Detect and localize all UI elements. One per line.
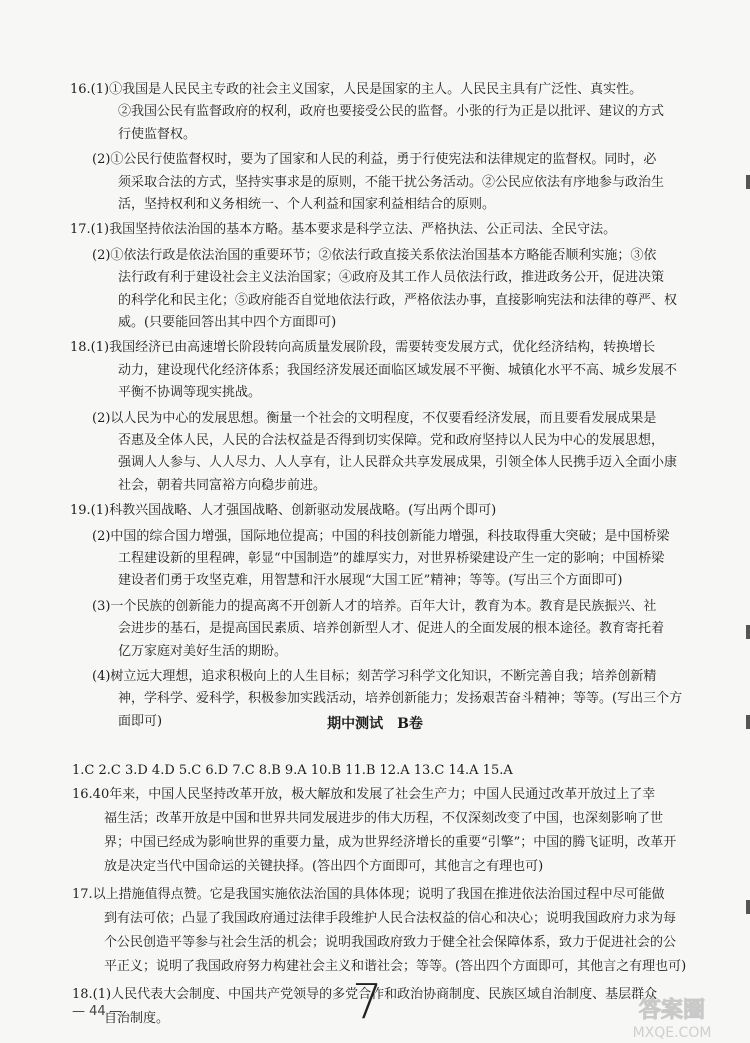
answer-b17-line-1: 17.以上措施值得点赞。它是我国实施依法治国的具体体现；说明了我国在推进依法治国过程中尽可能做 [72,887,665,902]
answer-b16-line-1: 16.40年来，中国人民坚持改革开放，极大解放和发展了社会生产力；中国人民通过改革开放过上了幸 [72,787,656,802]
answer-line: 18.(1)我国经济已由高速增长阶段转向高质量发展阶段，需要转变发展方式，优化经济结构，转换增长 [70,340,656,356]
page-number: — 44 — [72,1004,123,1019]
answer-b18-1-line-2: 自治制度。 [104,1011,170,1026]
answer-line: 威。(只要能回答出其中四个方面即可) [118,315,337,330]
answer-b17-line-4: 平正义；说明了我国政府努力构建社会主义和谐社会；等等。(答出四个方面即可，其他言之有理也可) [104,959,687,974]
answer-line: 活，坚持权利和义务相统一、个人利益和国家利益相结合的原则。 [118,197,496,212]
handwritten-mark: 7 [352,974,383,1030]
answer-line: (4)树立远大理想，追求积极向上的人生目标；刻苦学习科学文化知识，不断完善自我；培养创新精 [92,669,657,684]
answer-line: (2)以人民为中心的发展思想。衡量一个社会的文明程度，不仅要看经济发展，而且要看发展成果是 [92,410,657,426]
answer-b17-line-2: 到有法可依；凸显了我国政府通过法律手段维护人民合法权益的信心和决心；说明我国政府力求为每 [104,911,677,926]
answer-line: 17.(1)我国坚持依法治国的基本方略。基本要求是科学立法、严格执法、公正司法、全民守法。 [70,222,617,238]
answer-line: 强调人人参与、人人尽力、人人享有，让人民群众共享发展成果，引领全体人民携手迈入全面小康 [118,455,678,471]
answer-line: (2)中国的综合国力增强，国际地位提高；中国的科技创新能力增强，科技取得重大突破；是中国桥梁 [92,528,670,544]
watermark-logo [602,991,742,1041]
answer-line: 行使监督权。 [118,126,197,142]
answer-line: 社会，朝着共同富裕方向稳步前进。 [118,477,327,493]
answer-line: 建设者们勇于攻坚克难，用智慧和汗水展现“大国工匠”精神；等等。(写出三个方面即可) [118,573,623,589]
answer-line: 亿万家庭对美好生活的期盼。 [118,643,288,659]
answer-line: 19.(1)科教兴国战略、人才强国战略、创新驱动发展战略。(写出两个即可) [70,503,497,519]
answer-line: 动力，建设现代化经济体系；我国经济发展还面临区域发展不平衡、城镇化水平不高、城乡发展不 [118,362,678,378]
answer-line: 否惠及全体人民，人民的合法权益是否得到切实保障。党和政府坚持以人民为中心的发展思想， [118,433,665,448]
edge-mark [746,175,750,189]
answer-line: 会进步的基石，是提高国民素质、培养创新型人才、促进人的全面发展的根本途径。教育寄托着 [118,621,665,637]
section-title: 期中测试 B卷 [327,716,423,732]
answer-line: ②我国公民有监督政府的权利，政府也要接受公民的监督。小张的行为正是以批评、建议的方式 [118,104,665,120]
answer-line: 神，学科学、爱科学，积极参加实践活动，培养创新能力；发扬艰苦奋斗精神；等等。(写出三个方 [118,691,683,707]
answer-b16-line-2: 福生活；改革开放是中国和世界共同发展进步的伟大历程，不仅深刻改变了中国，也深刻影响了世 [104,811,664,826]
answer-b17-line-3: 个公民创造平等参与社会生活的机会；说明我国政府致力于健全社会保障体系，致力于促进社会的公 [104,935,677,950]
answer-line: 法行政有利于建设社会主义法治国家；④政府及其工作人员依法行政，推进政务公开，促进决策 [118,270,665,286]
edge-mark [746,900,750,914]
edge-mark [746,625,750,639]
multiple-choice-answers: 1.C 2.C 3.D 4.D 5.C 6.D 7.C 8.B 9.A 10.B 11.B 12.A 13.C 14.A 15.A [72,763,513,778]
answer-b16-line-3: 界；中国已经成为影响世界的重要力量，成为世界经济增长的重要“引擎”；中国的腾飞证明，改革开 [104,835,677,850]
answer-line: (3)一个民族的创新能力的提高离不开创新人才的培养。百年大计，教育为本。教育是民族振兴、社 [92,598,657,614]
answer-b16-line-4: 放是决定当代中国命运的关键抉择。(答出四个方面即可，其他言之有理也可) [104,859,544,874]
answer-line: 工程建设新的里程碑，彰显“中国制造”的雄厚实力，对世界桥梁建设产生一定的影响；中国桥梁 [118,551,665,566]
svg-text:答案圈: 答案圈 [638,998,706,1023]
answer-line: 16.(1)①我国是人民民主专政的社会主义国家，人民是国家的主人。人民民主具有广泛性、真实性。 [70,82,643,97]
answer-line: 平衡不协调等现实挑战。 [118,385,262,401]
answer-line: 须采取合法的方式，坚持实事求是的原则，不能干扰公务活动。②公民应依法有序地参与政治生 [118,174,665,190]
answer-line: (2)①公民行使监督权时，要为了国家和人民的利益，勇于行使宪法和法律规定的监督权。同时，必 [92,152,657,168]
edge-mark [746,715,750,729]
answer-line: 面即可) [118,713,163,729]
answer-b18-1-line-1: 18.(1)人民代表大会制度、中国共产党领导的多党合作和政治协商制度、民族区域自治制度、基层群众 [72,987,658,1002]
answer-line: 的科学化和民主化；⑤政府能否自觉地依法行政，严格依法办事，直接影响宪法和法律的尊严、权 [118,292,678,308]
svg-text:MXQE.COM: MXQE.COM [632,1025,712,1041]
answer-line: (2)①依法行政是依法治国的重要环节；②依法行政直接关系依法治国基本方略能否顺利实施；③依 [92,247,657,263]
